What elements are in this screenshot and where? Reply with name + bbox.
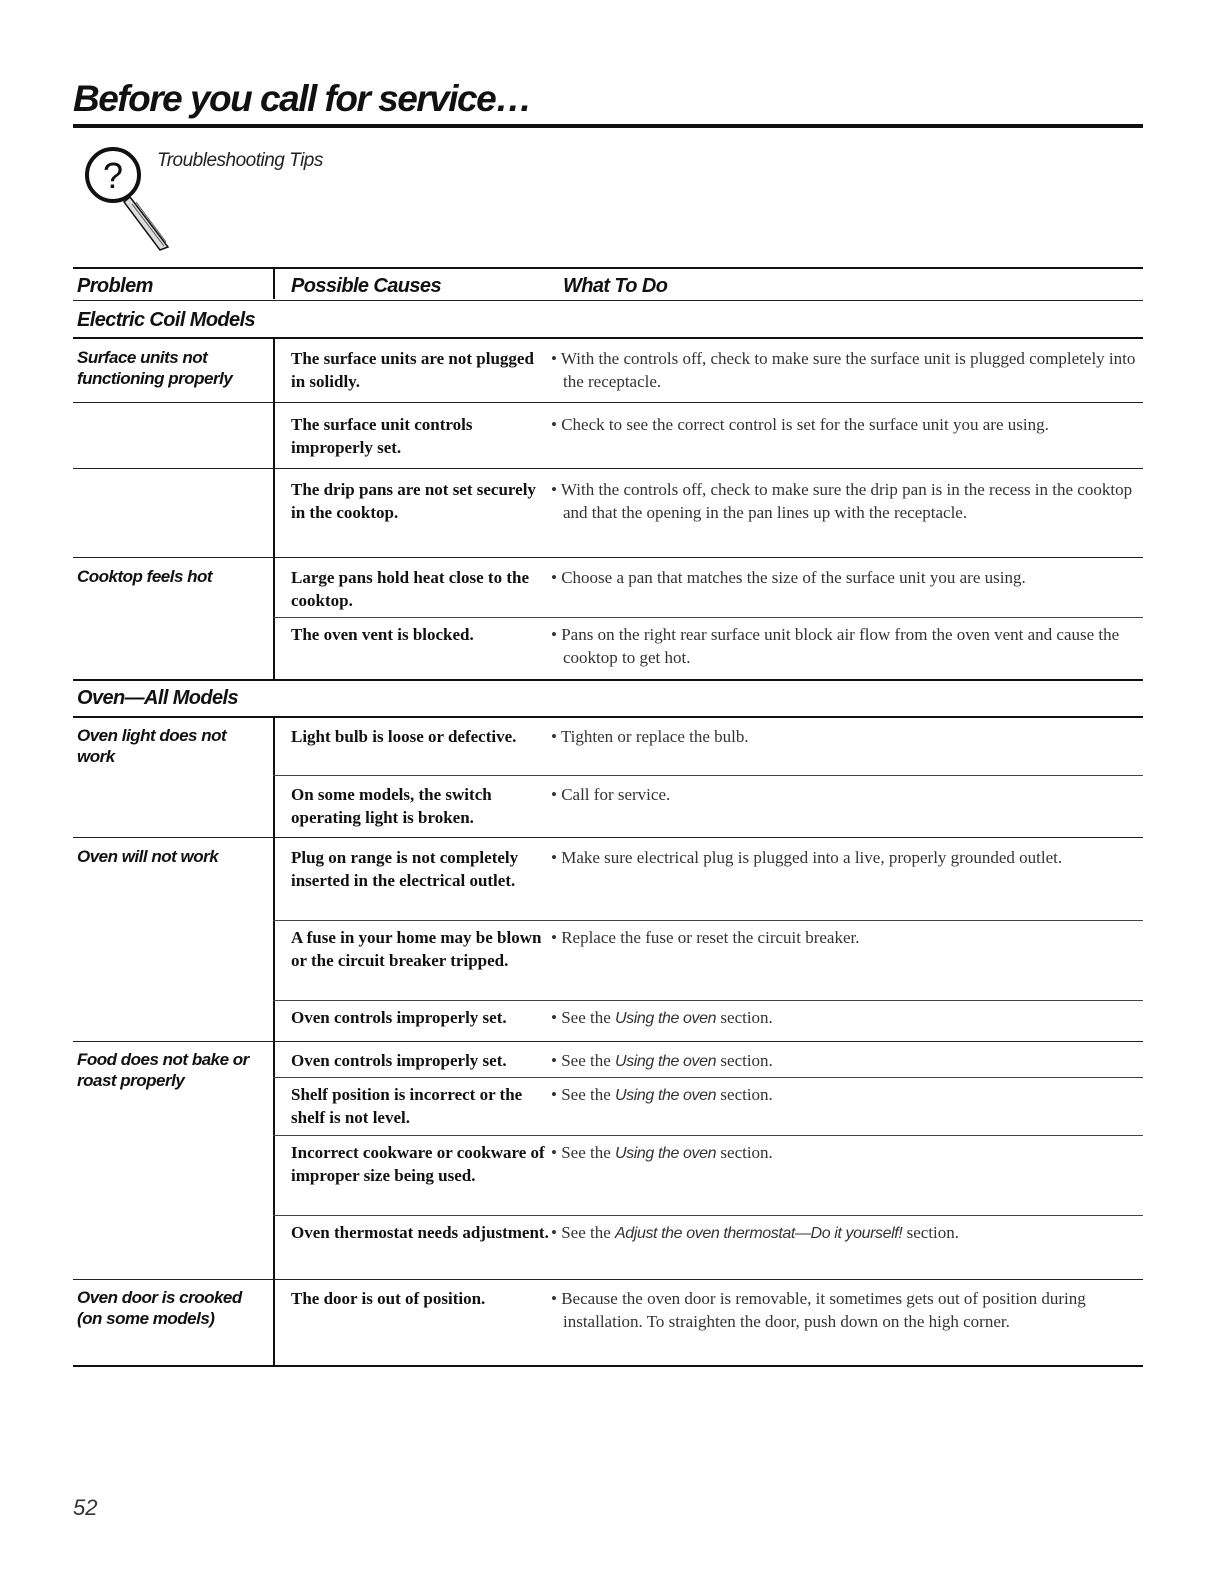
todo-text: • See the Using the oven section. [551, 1008, 773, 1027]
row-rule [73, 1279, 1143, 1280]
problem-text: Surface units not functioning properly [77, 348, 233, 388]
column-header-todo: What To Do [563, 275, 668, 297]
problem-text: Oven light does not work [77, 726, 227, 766]
row-rule [73, 468, 1143, 469]
section-reference: Using the oven [615, 1053, 717, 1070]
column-header-problem: Problem [77, 275, 153, 297]
column-divider [273, 717, 275, 1367]
todo-text: • See the Adjust the oven thermostat—Do it yourself! section. [551, 1223, 960, 1242]
svg-text:?: ? [102, 155, 124, 196]
column-divider [273, 267, 275, 299]
section-rule [73, 337, 1143, 339]
todo-text: • With the controls off, check to make sure the drip pan is in the recess in the cooktop and that the opening in the pan lines up with the receptacle. [551, 480, 1133, 522]
todo-text: • Pans on the right rear surface unit block air flow from the oven vent and cause the cooktop to get hot. [551, 625, 1120, 667]
section-title-oven: Oven—All Models [77, 687, 239, 709]
row-rule [273, 1135, 1143, 1136]
todo-text: • See the Using the oven section. [551, 1085, 773, 1104]
todo-text: • Because the oven door is removable, it sometimes gets out of position during installation. To straighten the door, push down on the high corner. [551, 1289, 1086, 1331]
cause-text: Incorrect cookware or cookware of improper size being used. [291, 1143, 545, 1185]
todo-text: • Tighten or replace the bulb. [551, 727, 749, 746]
cause-text: Oven thermostat needs adjustment. [291, 1223, 549, 1242]
row-rule [73, 557, 1143, 558]
section-label: Troubleshooting Tips [157, 150, 323, 171]
problem-text: Oven door is crooked (on some models) [77, 1288, 242, 1328]
page-title: Before you call for service… [73, 78, 531, 119]
problem-text: Cooktop feels hot [77, 567, 213, 586]
todo-text: • With the controls off, check to make sure the surface unit is plugged completely into the receptacle. [551, 349, 1136, 391]
row-rule [273, 920, 1143, 921]
row-rule [73, 837, 1143, 838]
section-reference: Adjust the oven thermostat—Do it yourself! [615, 1225, 903, 1242]
row-rule [273, 1077, 1143, 1078]
cause-text: A fuse in your home may be blown or the circuit breaker tripped. [291, 928, 542, 970]
cause-text: Plug on range is not completely inserted in the electrical outlet. [291, 848, 519, 890]
cause-text: Oven controls improperly set. [291, 1051, 507, 1070]
section-title-coil: Electric Coil Models [77, 309, 256, 331]
problem-text: Oven will not work [77, 847, 219, 866]
column-header-causes: Possible Causes [291, 275, 441, 297]
section-reference: Using the oven [615, 1010, 717, 1027]
table-top-rule [73, 267, 1143, 269]
header-rule [73, 300, 1143, 301]
section-reference: Using the oven [615, 1145, 717, 1162]
page-number: 52 [73, 1495, 98, 1520]
todo-text: • Make sure electrical plug is plugged into a live, properly grounded outlet. [551, 848, 1063, 867]
cause-text: The surface unit controls improperly set. [291, 415, 473, 457]
cause-text: On some models, the switch operating light is broken. [291, 785, 492, 827]
cause-text: The oven vent is blocked. [291, 625, 474, 644]
row-rule [273, 1215, 1143, 1216]
todo-text: • See the Using the oven section. [551, 1143, 773, 1162]
table-bottom-rule [73, 1365, 1143, 1367]
cause-text: The drip pans are not set securely in the cooktop. [291, 480, 536, 522]
troubleshooting-table [73, 267, 1143, 1377]
section-reference: Using the oven [615, 1087, 717, 1104]
problem-text: Food does not bake or roast properly [77, 1050, 249, 1090]
cause-text: Shelf position is incorrect or the shelf is not level. [291, 1085, 523, 1127]
todo-text: • Choose a pan that matches the size of the surface unit you are using. [551, 568, 1026, 587]
section-rule [73, 716, 1143, 718]
cause-text: Oven controls improperly set. [291, 1008, 507, 1027]
cause-text: The surface units are not plugged in solidly. [291, 349, 534, 391]
todo-text: • Call for service. [551, 785, 671, 804]
todo-text: • Replace the fuse or reset the circuit breaker. [551, 928, 860, 947]
column-divider [273, 337, 275, 679]
row-rule [273, 1000, 1143, 1001]
cause-text: The door is out of position. [291, 1289, 486, 1308]
cause-text: Large pans hold heat close to the cooktop. [291, 568, 529, 610]
title-rule [73, 124, 1143, 128]
todo-text: • Check to see the correct control is set for the surface unit you are using. [551, 415, 1049, 434]
row-rule [73, 402, 1143, 403]
row-rule [273, 775, 1143, 776]
row-rule [273, 617, 1143, 618]
row-rule [73, 1041, 1143, 1042]
todo-text: • See the Using the oven section. [551, 1051, 773, 1070]
section-rule [73, 679, 1143, 681]
cause-text: Light bulb is loose or defective. [291, 727, 517, 746]
